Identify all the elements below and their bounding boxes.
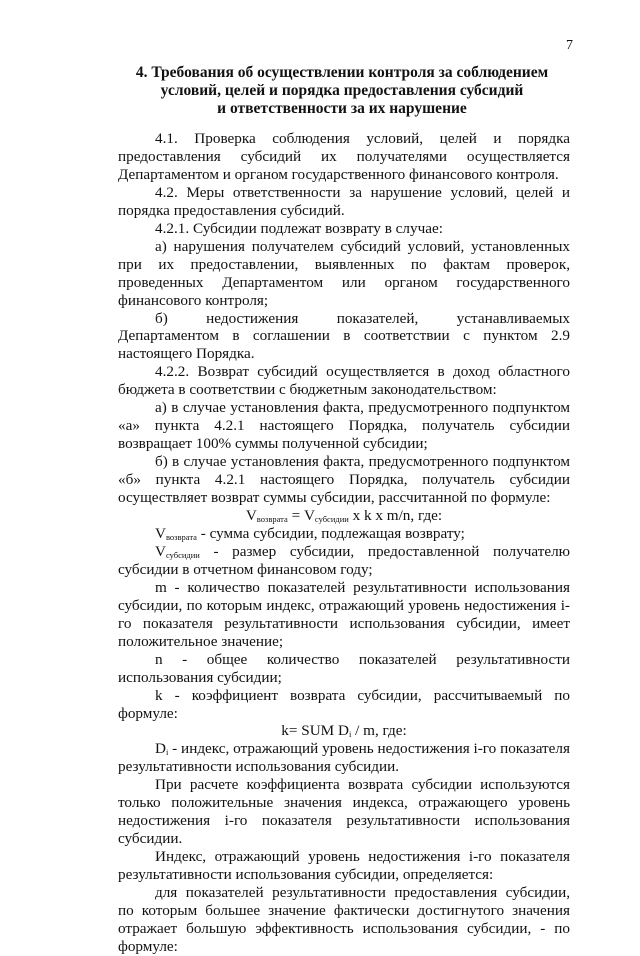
- formula-rest: x k x m/n, где:: [348, 507, 443, 525]
- k-formula: [118, 722, 570, 740]
- def-d-subscript: i: [165, 747, 169, 758]
- paragraph-4-2-1: 4.2.1. Субсидии подлежат возврату в случае:: [155, 219, 443, 237]
- def-vs-symbol: V: [155, 542, 166, 560]
- def-vs-text: - размер субсидии, предоставленной получателю субсидии в отчетном финансовом году;: [118, 542, 570, 578]
- definition-k: k - коэффициент возврата субсидии, рассчитываемый по формуле:: [118, 686, 570, 722]
- return-formula: [118, 507, 570, 525]
- section-heading: [112, 64, 572, 118]
- paragraph-4-2-2-b: б) в случае установления факта, предусмотренного подпунктом «б» пункта 4.2.1 настоящего Порядка, получатель субсидии осуществляет возврат суммы субсидии, рассчитанной по формуле:: [118, 453, 570, 507]
- k-formula-right: / m, где:: [351, 722, 407, 740]
- formula-equals: =: [287, 507, 304, 525]
- def-vs-subscript: субсидии: [165, 549, 200, 560]
- formula-subscript-return: возврата: [256, 514, 288, 525]
- document-body: [118, 130, 570, 956]
- formula-v-symbol-2: V: [303, 507, 315, 525]
- heading-line-3: и ответственности за их нарушение: [217, 100, 467, 117]
- paragraph-4-2: 4.2. Меры ответственности за нарушение условий, целей и порядка предоставления субсидий.: [118, 183, 570, 219]
- heading-line-2: условий, целей и порядка предоставления субсидий: [160, 82, 524, 99]
- def-v-subscript: возврата: [165, 531, 197, 542]
- formula-subscript-subsidy: субсидии: [314, 514, 349, 525]
- k-formula-left: k= SUM D: [281, 722, 349, 740]
- paragraph-coefficient-note: При расчете коэффициента возврата субсидии используются только положительные значения индекса, отражающего уровень недостижения i-го показателя результативности использования субсидии.: [118, 776, 570, 848]
- definition-m: m - количество показателей результативности использования субсидии, по которым индекс, отражающий уровень недостижения i-го показателя результативности использования субсидии, имеет положительное значение;: [118, 578, 570, 650]
- page-number: 7: [566, 38, 573, 53]
- paragraph-index-definition: Индекс, отражающий уровень недостижения i-го показателя результативности использования субсидии, определяется:: [118, 848, 570, 884]
- definition-n: n - общее количество показателей результативности использования субсидии;: [118, 650, 570, 686]
- definition-v-subsidy: [118, 543, 570, 579]
- def-v-symbol: V: [155, 524, 166, 542]
- definition-v-return: [118, 525, 570, 543]
- paragraph-4-1: 4.1. Проверка соблюдения условий, целей и порядка предоставления субсидий их получателями осуществляется Департаментом и органом государственного финансового контроля.: [118, 130, 570, 183]
- k-formula-subscript: i: [348, 729, 352, 740]
- heading-line-1: 4. Требования об осуществлении контроля за соблюдением: [135, 64, 549, 81]
- def-d-symbol: D: [155, 740, 166, 758]
- definition-d: [118, 740, 570, 776]
- paragraph-4-2-2-a: а) в случае установления факта, предусмотренного подпунктом «а» пункта 4.2.1 настоящего Порядка, получатель субсидии возвращает 100% суммы полученной субсидии;: [118, 399, 570, 453]
- paragraph-4-2-1-b: б) недостижения показателей, устанавливаемых Департаментом в соглашении в соответствии с пунктом 2.9 настоящего Порядка.: [118, 309, 570, 363]
- paragraph-4-2-2: 4.2.2. Возврат субсидий осуществляется в доход областного бюджета в соответствии с бюджетным законодательством:: [118, 363, 570, 399]
- paragraph-4-2-1-a: а) нарушения получателем субсидий условий, установленных при их предоставлении, выявленных по фактам проверок, проведенных Департаментом или органом государственного финансового контроля;: [118, 237, 570, 309]
- def-d-text: - индекс, отражающий уровень недостижения i-го показателя результативности использования субсидии.: [118, 740, 570, 776]
- def-v-text: - сумма субсидии, подлежащая возврату;: [196, 524, 465, 542]
- paragraph-index-formula-intro: для показателей результативности предоставления субсидии, по которым большее значение фактически достигнутого значения отражает большую эффективность использования субсидии, - по формуле:: [118, 884, 570, 955]
- formula-v-symbol: V: [245, 507, 257, 525]
